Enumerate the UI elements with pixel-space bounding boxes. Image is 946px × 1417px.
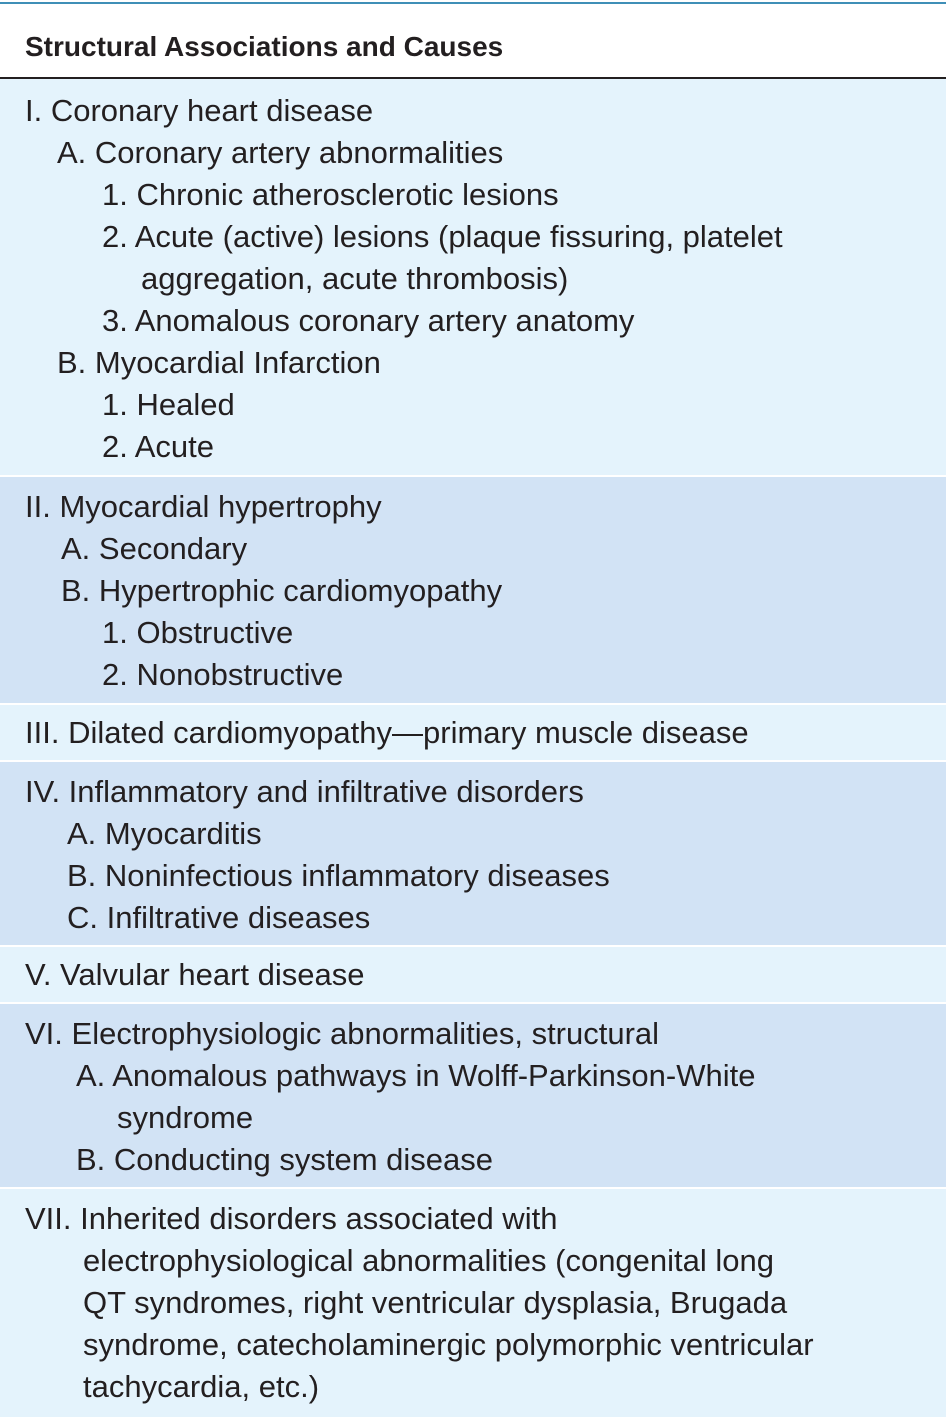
section-heading: VII. Inherited disorders associated with xyxy=(25,1201,558,1236)
list-item: 2. Acute (active) lesions (plaque fissuring, platelet xyxy=(102,219,783,254)
section-coronary-heart-disease xyxy=(0,79,946,477)
section-heading-continuation: QT syndromes, right ventricular dysplasia, Brugada xyxy=(83,1285,788,1320)
section-heading: III. Dilated cardiomyopathy—primary muscle disease xyxy=(25,715,749,750)
list-item: B. Conducting system disease xyxy=(76,1142,493,1177)
list-item: B. Hypertrophic cardiomyopathy xyxy=(61,573,503,608)
list-item: B. Noninfectious inflammatory diseases xyxy=(67,858,610,893)
section-myocardial-hypertrophy xyxy=(0,477,946,705)
list-item: 2. Nonobstructive xyxy=(102,657,344,692)
section-heading-continuation: tachycardia, etc.) xyxy=(83,1369,320,1404)
list-item: C. Infiltrative diseases xyxy=(67,900,371,935)
list-item: 1. Obstructive xyxy=(102,615,294,650)
section-heading-continuation: electrophysiological abnormalities (congenital long xyxy=(83,1243,775,1278)
table-title: Structural Associations and Causes xyxy=(25,31,504,62)
list-item-continuation: aggregation, acute thrombosis) xyxy=(141,261,569,296)
section-electrophysiologic-abnormalities xyxy=(0,1004,946,1189)
list-item: B. Myocardial Infarction xyxy=(57,345,381,380)
section-heading: II. Myocardial hypertrophy xyxy=(25,489,382,524)
list-item-continuation: syndrome xyxy=(117,1100,254,1135)
section-heading: VI. Electrophysiologic abnormalities, structural xyxy=(25,1016,660,1051)
table-header xyxy=(0,4,946,78)
section-heading-continuation: syndrome, catecholaminergic polymorphic ventricular xyxy=(83,1327,814,1362)
list-item: 2. Acute xyxy=(102,429,215,464)
section-inherited-disorders xyxy=(0,1189,946,1417)
list-item: 1. Healed xyxy=(102,387,235,422)
section-inflammatory-disorders xyxy=(0,762,946,947)
list-item: 1. Chronic atherosclerotic lesions xyxy=(102,177,559,212)
list-item: A. Coronary artery abnormalities xyxy=(57,135,504,170)
section-heading: V. Valvular heart disease xyxy=(25,957,365,992)
list-item: A. Anomalous pathways in Wolff-Parkinson-White xyxy=(76,1058,756,1093)
section-dilated-cardiomyopathy xyxy=(0,705,946,762)
list-item: 3. Anomalous coronary artery anatomy xyxy=(102,303,635,338)
section-heading: IV. Inflammatory and infiltrative disorders xyxy=(25,774,584,809)
section-valvular-heart-disease xyxy=(0,947,946,1004)
section-heading: I. Coronary heart disease xyxy=(25,93,374,128)
list-item: A. Secondary xyxy=(61,531,248,566)
list-item: A. Myocarditis xyxy=(67,816,262,851)
